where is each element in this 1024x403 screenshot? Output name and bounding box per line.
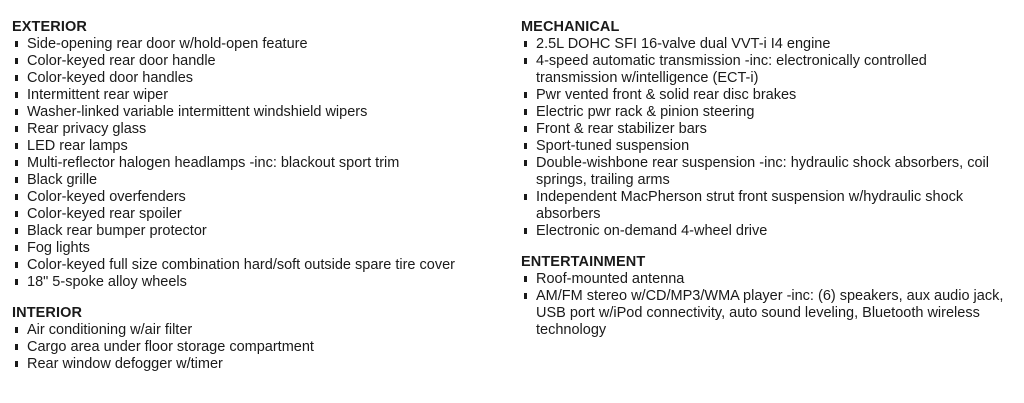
list-item <box>12 36 502 53</box>
bullet-icon <box>15 160 18 166</box>
bullet-icon <box>15 279 18 285</box>
list-item-text: Intermittent rear wiper <box>27 87 169 103</box>
list-item-text: Side-opening rear door w/hold-open feature <box>27 36 308 52</box>
left-column <box>12 19 502 387</box>
list-item-text: Color-keyed rear spoiler <box>27 206 182 222</box>
list-item-text: Pwr vented front & solid rear disc brakes <box>536 87 797 103</box>
list-item-text: 18" 5-spoke alloy wheels <box>27 274 187 290</box>
mechanical-list <box>521 36 1011 240</box>
interior-list <box>12 322 502 373</box>
list-item <box>12 240 502 257</box>
bullet-icon <box>15 245 18 251</box>
list-item <box>521 138 1011 155</box>
bullet-icon <box>524 276 527 282</box>
bullet-icon <box>15 126 18 132</box>
list-item-text: Color-keyed rear door handle <box>27 53 216 69</box>
list-item <box>521 104 1011 121</box>
bullet-icon <box>15 262 18 268</box>
list-item <box>521 53 1011 87</box>
section-title-mechanical: MECHANICAL <box>521 19 620 35</box>
bullet-icon <box>15 327 18 333</box>
list-item <box>521 155 1011 189</box>
bullet-icon <box>524 143 527 149</box>
list-item-text: Rear window defogger w/timer <box>27 356 223 372</box>
list-item-text: Color-keyed full size combination hard/soft outside spare tire cover <box>27 257 455 273</box>
bullet-icon <box>524 228 527 234</box>
entertainment-list <box>521 271 1011 339</box>
list-item <box>12 121 502 138</box>
bullet-icon <box>15 211 18 217</box>
list-item-text: Multi-reflector halogen headlamps -inc: blackout sport trim <box>27 155 400 171</box>
list-item <box>521 36 1011 53</box>
bullet-icon <box>15 41 18 47</box>
list-item <box>12 356 502 373</box>
list-item <box>12 172 502 189</box>
mechanical-section <box>521 19 1011 240</box>
list-item-text: Black grille <box>27 172 98 188</box>
bullet-icon <box>15 143 18 149</box>
section-title-exterior: EXTERIOR <box>12 19 87 35</box>
list-item <box>12 70 502 87</box>
list-item <box>521 121 1011 138</box>
list-item-text: Electric pwr rack & pinion steering <box>536 104 755 120</box>
bullet-icon <box>524 160 527 166</box>
list-item <box>12 87 502 104</box>
list-item-text: Double-wishbone rear suspension -inc: hydraulic shock absorbers, coil springs, trailing arms <box>536 155 989 188</box>
list-item-text: Color-keyed door handles <box>27 70 194 86</box>
list-item <box>12 339 502 356</box>
bullet-icon <box>15 344 18 350</box>
right-column <box>521 19 1011 353</box>
bullet-icon <box>524 126 527 132</box>
bullet-icon <box>524 109 527 115</box>
list-item <box>12 155 502 172</box>
interior-section <box>12 305 502 373</box>
bullet-icon <box>15 75 18 81</box>
bullet-icon <box>524 58 527 64</box>
bullet-icon <box>15 92 18 98</box>
list-item <box>521 87 1011 104</box>
list-item-text: Fog lights <box>27 240 90 256</box>
entertainment-section <box>521 254 1011 339</box>
list-item <box>12 274 502 291</box>
list-item <box>12 189 502 206</box>
section-title-entertainment: ENTERTAINMENT <box>521 254 646 270</box>
list-item <box>12 53 502 70</box>
bullet-icon <box>524 293 527 299</box>
list-item-text: Air conditioning w/air filter <box>27 322 193 338</box>
bullet-icon <box>15 228 18 234</box>
list-item-text: Front & rear stabilizer bars <box>536 121 707 137</box>
list-item-text: LED rear lamps <box>27 138 128 154</box>
bullet-icon <box>524 41 527 47</box>
list-item-text: 4-speed automatic transmission -inc: electronically controlled transmission w/intelligence (ECT-i) <box>536 53 927 86</box>
list-item <box>12 257 502 274</box>
list-item-text: Roof-mounted antenna <box>536 271 685 287</box>
bullet-icon <box>15 194 18 200</box>
list-item-text: Independent MacPherson strut front suspension w/hydraulic shock absorbers <box>536 189 964 222</box>
list-item-text: Sport-tuned suspension <box>536 138 690 154</box>
section-title-interior: INTERIOR <box>12 305 83 321</box>
bullet-icon <box>15 177 18 183</box>
bullet-icon <box>15 109 18 115</box>
list-item <box>521 223 1011 240</box>
list-item <box>12 206 502 223</box>
exterior-section <box>12 19 502 291</box>
list-item <box>12 138 502 155</box>
list-item <box>521 288 1011 339</box>
list-item <box>521 271 1011 288</box>
bullet-icon <box>524 194 527 200</box>
list-item-text: 2.5L DOHC SFI 16-valve dual VVT-i I4 engine <box>536 36 831 52</box>
exterior-list <box>12 36 502 291</box>
list-item <box>12 322 502 339</box>
list-item-text: Washer-linked variable intermittent windshield wipers <box>27 104 368 120</box>
list-item <box>12 223 502 240</box>
bullet-icon <box>15 58 18 64</box>
list-item-text: Rear privacy glass <box>27 121 147 137</box>
bullet-icon <box>15 361 18 367</box>
list-item-text: Color-keyed overfenders <box>27 189 186 205</box>
list-item-text: Black rear bumper protector <box>27 223 207 239</box>
list-item <box>521 189 1011 223</box>
list-item-text: Cargo area under floor storage compartment <box>27 339 314 355</box>
bullet-icon <box>524 92 527 98</box>
list-item-text: AM/FM stereo w/CD/MP3/WMA player -inc: (6) speakers, aux audio jack, USB port w/iPod connectivity, auto sound leveling, Bluetooth wireless technology <box>536 288 1004 338</box>
list-item-text: Electronic on-demand 4-wheel drive <box>536 223 768 239</box>
list-item <box>12 104 502 121</box>
